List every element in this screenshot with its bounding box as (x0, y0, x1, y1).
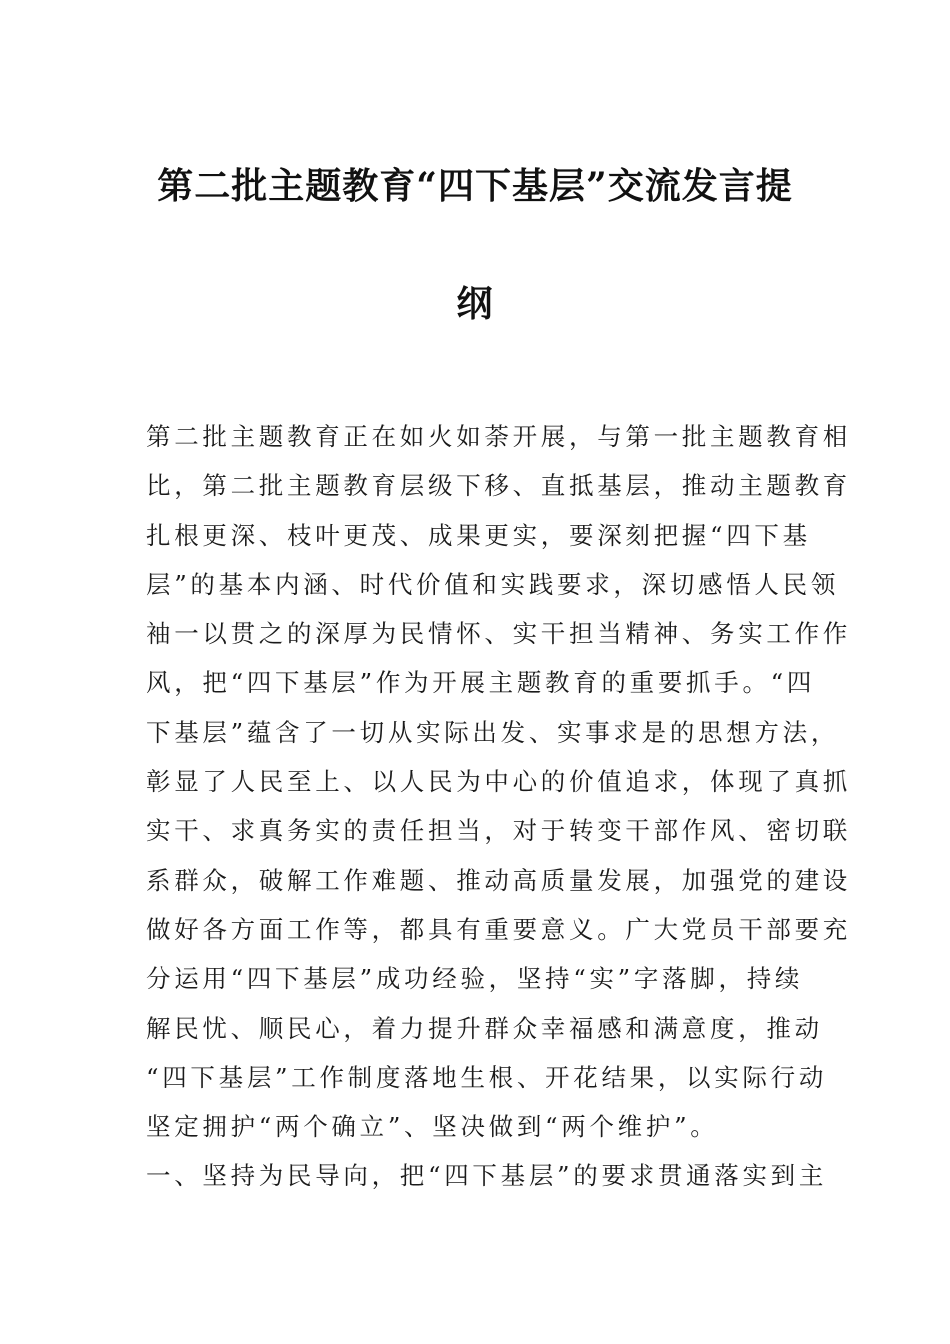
body-line: 分运用“四下基层”成功经验，坚持“实”字落脚，持续 (146, 964, 804, 994)
body-line: 风，把“四下基层”作为开展主题教育的重要抓手。“四 (146, 668, 816, 698)
body-line: 第二批主题教育正在如火如荼开展，与第一批主题教育相 (146, 422, 851, 451)
section-heading-line: 一、坚持为民导向，把“四下基层”的要求贯通落实到主 (146, 1161, 828, 1191)
document-title-line-2: 纲 (456, 283, 494, 325)
body-line: 坚定拥护“两个确立”、坚决做到“两个维护”。 (146, 1112, 719, 1142)
body-line: 解民忧、顺民心，着力提升群众幸福感和满意度，推动 (146, 1013, 823, 1043)
body-line: 袖一以贯之的深厚为民情怀、实干担当精神、务实工作作 (146, 619, 851, 649)
body-line: “四下基层”工作制度落地生根、开花结果，以实际行动 (146, 1062, 828, 1092)
body-line: 扎根更深、枝叶更茂、成果更实，要深刻把握“四下基 (146, 520, 811, 550)
body-line: 比，第二批主题教育层级下移、直抵基层，推动主题教育 (146, 471, 851, 501)
body-line: 彰显了人民至上、以人民为中心的价值追求，体现了真抓 (146, 767, 851, 797)
document-body (146, 412, 851, 1201)
body-line: 实干、求真务实的责任担当，对于转变干部作风、密切联 (146, 816, 851, 846)
document-title-line-1: 第二批主题教育“四下基层”交流发言提 (157, 165, 793, 207)
body-line: 层”的基本内涵、时代价值和实践要求，深切感悟人民领 (146, 569, 840, 599)
body-line: 系群众，破解工作难题、推动高质量发展，加强党的建设 (146, 865, 851, 895)
body-line: 下基层”蕴含了一切从实际出发、实事求是的思想方法， (146, 717, 840, 747)
body-line: 做好各方面工作等，都具有重要意义。广大党员干部要充 (146, 914, 851, 944)
